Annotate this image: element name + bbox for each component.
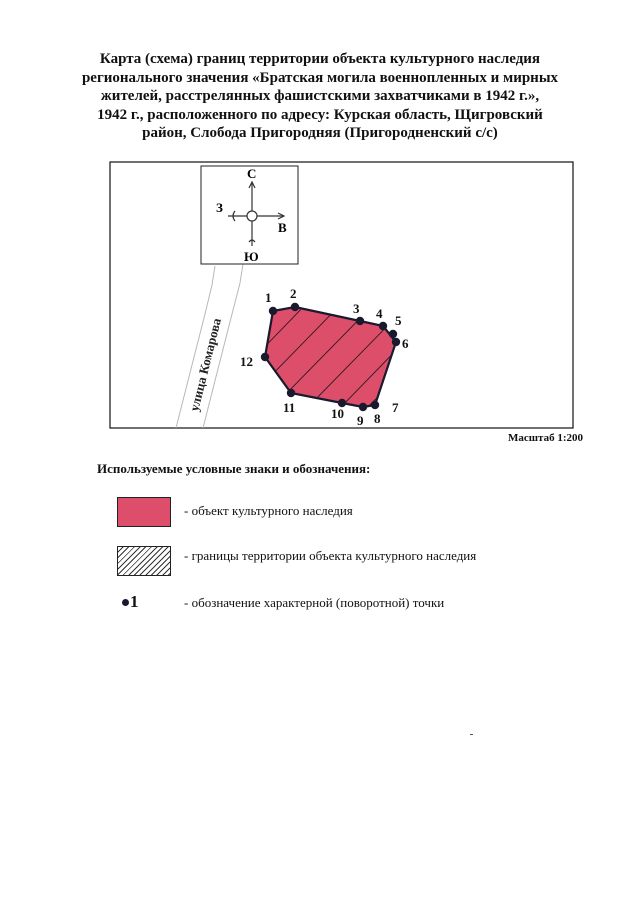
point-label: 11 bbox=[283, 400, 296, 415]
title-line: Карта (схема) границ территории объекта культурного наследия bbox=[99, 51, 541, 67]
compass-south-label: Ю bbox=[244, 249, 259, 264]
point-label: 7 bbox=[392, 400, 399, 415]
title-line: регионального значения «Братская могила военнопленных и мирных bbox=[81, 69, 559, 86]
legend-heading: Используемые условные знаки и обозначения: bbox=[97, 461, 371, 476]
legend-swatch-object bbox=[117, 497, 171, 527]
legend-text-point: - обозначение характерной (поворотной) точки bbox=[184, 595, 445, 610]
legend-text-object: - объект культурного наследия bbox=[184, 503, 353, 518]
legend-point-number: 1 bbox=[130, 592, 139, 611]
turning-point bbox=[359, 403, 367, 411]
point-label: 1 bbox=[265, 290, 272, 305]
point-label: 4 bbox=[376, 306, 383, 321]
point-label: 9 bbox=[357, 413, 364, 428]
turning-point bbox=[291, 303, 299, 311]
legend-point-symbol bbox=[122, 592, 139, 612]
turning-point bbox=[356, 317, 364, 325]
heritage-object-area bbox=[265, 307, 396, 407]
turning-point bbox=[371, 401, 379, 409]
compass-north-label: С bbox=[247, 166, 257, 181]
turning-point bbox=[287, 389, 295, 397]
point-label: 12 bbox=[240, 354, 253, 369]
point-label: 2 bbox=[290, 286, 297, 301]
compass-west-label: З bbox=[216, 200, 223, 215]
point-label: 6 bbox=[402, 336, 409, 351]
point-label: 10 bbox=[331, 406, 344, 421]
map-scale: Масштаб 1:200 bbox=[508, 432, 584, 444]
legend-text-boundary: - границы территории объекта культурного наследия bbox=[184, 548, 477, 563]
title-line: жителей, расстрелянных фашистскими захватчиками в 1942 г.», bbox=[100, 88, 540, 104]
point-dot-icon bbox=[122, 599, 129, 606]
turning-point bbox=[379, 322, 387, 330]
turning-point bbox=[389, 330, 397, 338]
turning-point bbox=[392, 338, 400, 346]
turning-point bbox=[261, 353, 269, 361]
street-label: улица Комарова bbox=[186, 316, 224, 413]
point-label: 3 bbox=[353, 301, 360, 316]
legend-swatch-boundary bbox=[117, 546, 171, 576]
compass-east-label: В bbox=[278, 220, 287, 235]
point-label: 8 bbox=[374, 411, 381, 426]
turning-point bbox=[269, 307, 277, 315]
point-label: 5 bbox=[395, 313, 402, 328]
scan-speck bbox=[470, 734, 473, 735]
title-line: 1942 г., расположенного по адресу: Курская область, Щигровский bbox=[97, 106, 543, 123]
title-line: район, Слобода Пригородняя (Пригородненский с/с) bbox=[142, 125, 498, 141]
